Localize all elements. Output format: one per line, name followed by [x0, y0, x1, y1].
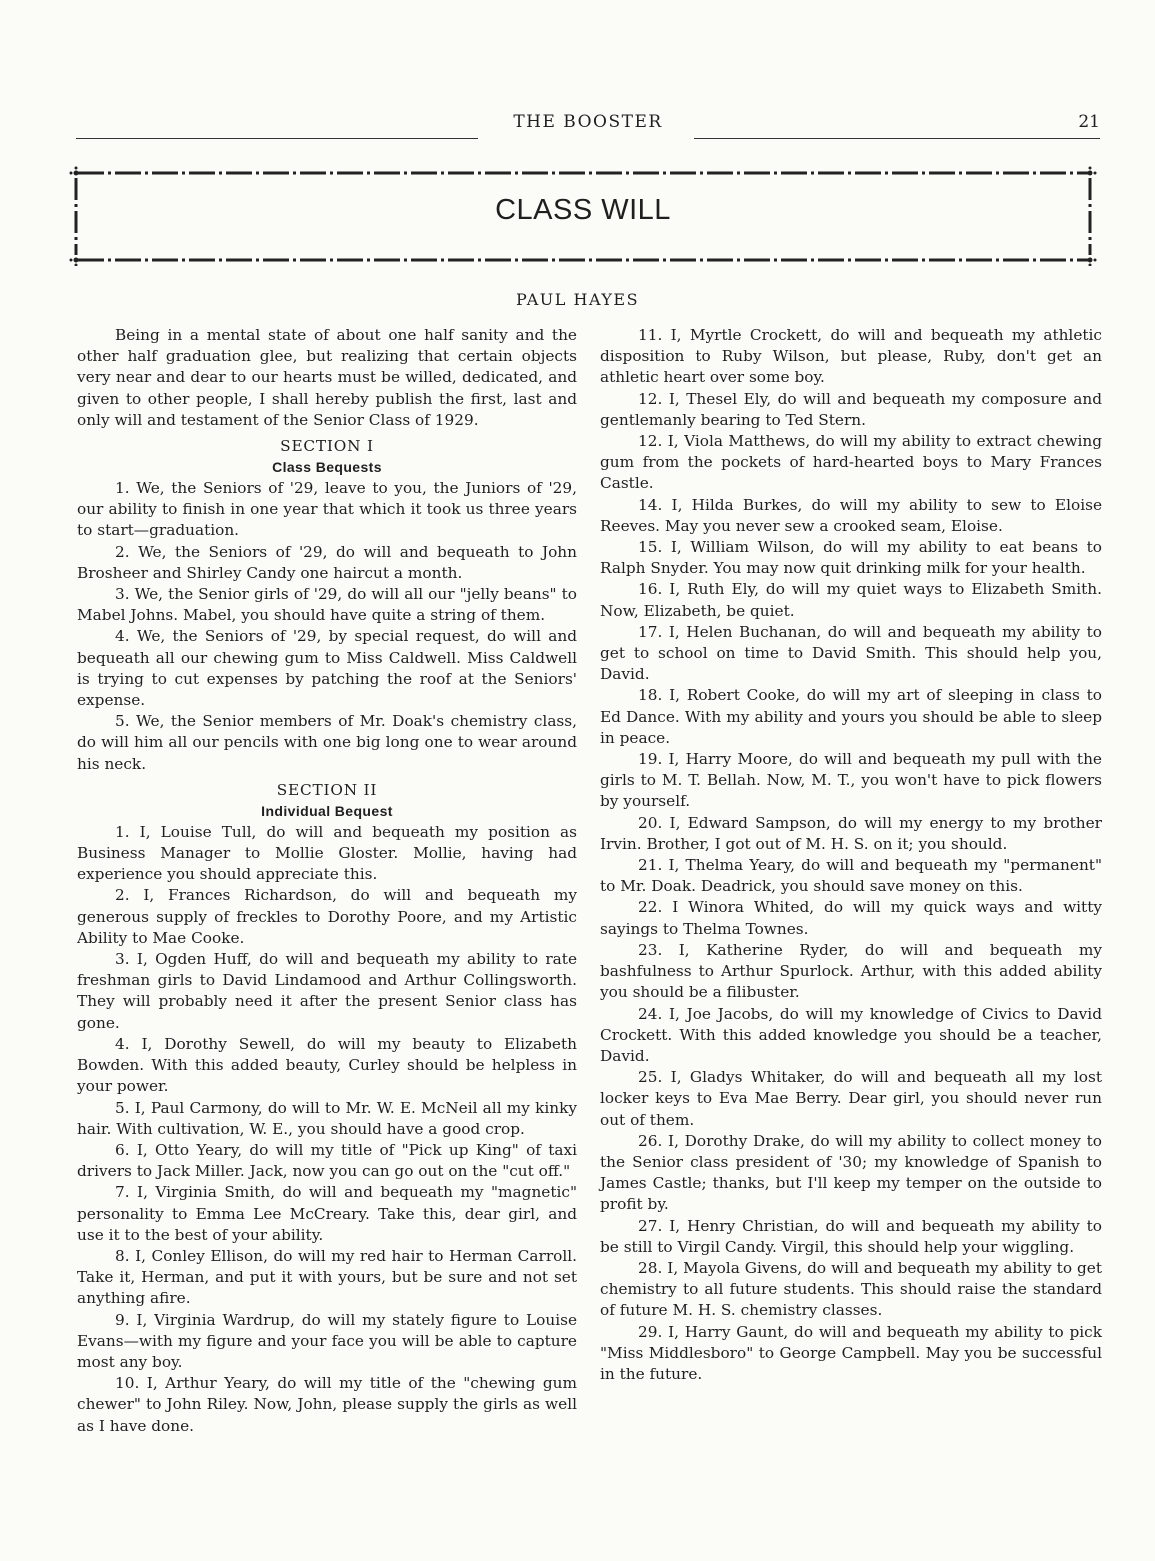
individual-bequest-item: 20. I, Edward Sampson, do will my energy to my brother Irvin. Brother, I got out of M. H. S. on it; you should.: [600, 813, 1102, 853]
individual-bequest-item: 3. I, Ogden Huff, do will and bequeath my ability to rate freshman girls to David Lindamood and Arthur Collingsworth. They will probably need it after the present Senior class has gone.: [77, 950, 577, 1032]
individual-bequest-item: 12. I, Viola Matthews, do will my ability to extract chewing gum from the pockets of hard-hearted boys to Mary Frances Castle.: [600, 432, 1102, 493]
individual-bequest-item: 8. I, Conley Ellison, do will my red hair to Herman Carroll. Take it, Herman, and put it with yours, but be sure and not set anything afire.: [77, 1246, 577, 1308]
intro-paragraph: Being in a mental state of about one half sanity and the other half graduation glee, but realizing that certain objects very near and dear to our hearts must be willed, dedicated, and given to other people, I shall hereby publish the first, last and only will and testament of the Senior Class of 1929.: [77, 326, 577, 429]
class-bequest-item: 4. We, the Seniors of '29, by special request, do will and bequeath all our chewing gum to Miss Caldwell. Miss Caldwell is trying to cut expenses by patching the roof at the Seniors' expense.: [77, 627, 577, 710]
individual-bequest-item: 19. I, Harry Moore, do will and bequeath my pull with the girls to M. T. Bellah. Now, M. T., you won't have to pick flowers by yourself.: [600, 750, 1102, 811]
individual-bequest-item: 10. I, Arthur Yeary, do will my title of the "chewing gum chewer" to John Riley. Now, John, please supply the girls as well as I have done.: [77, 1374, 577, 1435]
individual-bequest-item: 17. I, Helen Buchanan, do will and bequeath my ability to get to school on time to David Smith. This should help you, David.: [600, 622, 1102, 684]
class-bequest-item: 3. We, the Senior girls of '29, do will all our "jelly beans" to Mabel Johns. Mabel, you should have quite a string of them.: [77, 585, 577, 625]
individual-bequest-item: 15. I, William Wilson, do will my ability to eat beans to Ralph Snyder. You may now quit drinking milk for your health.: [600, 538, 1102, 578]
individual-bequest-item: 24. I, Joe Jacobs, do will my knowledge of Civics to David Crockett. With this added knowledge you should be a teacher, David.: [600, 1004, 1102, 1065]
individual-bequest-item: 22. I Winora Whited, do will my quick ways and witty sayings to Thelma Townes.: [600, 898, 1102, 938]
page-number: 21: [1078, 112, 1100, 132]
header-rule-left: [76, 138, 478, 139]
individual-bequest-item: 2. I, Frances Richardson, do will and bequeath my generous supply of freckles to Dorothy Poore, and my Artistic Ability to Mae Cooke.: [77, 886, 577, 947]
individual-bequest-item: 5. I, Paul Carmony, do will to Mr. W. E. McNeil all my kinky hair. With cultivation, W. E., you should have a good crop.: [77, 1098, 577, 1138]
section-2-subheading: Individual Bequest: [261, 802, 393, 819]
individual-bequest-item: 21. I, Thelma Yeary, do will and bequeath my "permanent" to Mr. Doak. Deadrick, you should save money on this.: [600, 856, 1102, 896]
publication-title: THE BOOSTER: [513, 112, 663, 132]
class-bequest-item: 5. We, the Senior members of Mr. Doak's chemistry class, do will him all our pencils with one big long one to wear around his neck.: [77, 712, 577, 773]
running-header: [76, 112, 1100, 140]
title-banner: [68, 164, 1098, 266]
individual-bequest-item: 28. I, Mayola Givens, do will and bequeath my ability to get chemistry to all future students. This should raise the standard of future M. H. S. chemistry classes.: [600, 1258, 1102, 1320]
individual-bequest-item: 18. I, Robert Cooke, do will my art of sleeping in class to Ed Dance. With my ability and yours you should be able to sleep in peace.: [600, 686, 1102, 747]
class-bequest-item: 1. We, the Seniors of '29, leave to you, the Juniors of '29, our ability to finish in one year that which it took us three years to start—graduation.: [77, 479, 577, 540]
individual-bequest-item: 11. I, Myrtle Crockett, do will and bequeath my athletic disposition to Ruby Wilson, but please, Ruby, don't get an athletic heart over some boy.: [600, 326, 1102, 387]
page-title: CLASS WILL: [495, 194, 671, 226]
individual-bequest-item: 26. I, Dorothy Drake, do will my ability to collect money to the Senior class president of '30; my knowledge of Spanish to James Castle; thanks, but I'll keep my temper on the outside to profit by.: [600, 1131, 1102, 1214]
individual-bequest-item: 4. I, Dorothy Sewell, do will my beauty to Elizabeth Bowden. With this added beauty, Curley should be helpless in your power.: [77, 1034, 577, 1096]
right-column: [600, 325, 1102, 1385]
individual-bequest-item: 27. I, Henry Christian, do will and bequeath my ability to be still to Virgil Candy. Virgil, this should help your wiggling.: [600, 1216, 1102, 1256]
individual-bequest-item: 1. I, Louise Tull, do will and bequeath my position as Business Manager to Mollie Gloster. Mollie, having had experience you should appreciate this.: [77, 822, 577, 884]
individual-bequest-item: 7. I, Virginia Smith, do will and bequeath my "magnetic" personality to Emma Lee McCreary. Take this, dear girl, and use it to the best of your ability.: [77, 1183, 577, 1244]
author-byline: PAUL HAYES: [515, 290, 640, 309]
individual-bequest-item: 23. I, Katherine Ryder, do will and bequeath my bashfulness to Arthur Spurlock. Arthur, with this added ability you should be a filibuster.: [600, 940, 1102, 1002]
individual-bequest-item: 29. I, Harry Gaunt, do will and bequeath my ability to pick "Miss Middlesboro" to George Campbell. May you be successful in the future.: [600, 1322, 1102, 1383]
header-rule-right: [694, 138, 1100, 139]
individual-bequest-item: 25. I, Gladys Whitaker, do will and bequeath all my lost locker keys to Eva Mae Berry. Dear girl, you should never run out of them.: [600, 1068, 1102, 1129]
individual-bequest-item: 6. I, Otto Yeary, do will my title of "Pick up King" of taxi drivers to Jack Miller. Jack, now you can go out on the "cut off.": [77, 1140, 577, 1181]
individual-bequest-item: 16. I, Ruth Ely, do will my quiet ways to Elizabeth Smith. Now, Elizabeth, be quiet.: [600, 580, 1102, 620]
individual-bequest-item: 9. I, Virginia Wardrup, do will my stately figure to Louise Evans—with my figure and your face you will be able to capture most any boy.: [77, 1310, 577, 1371]
left-column: [77, 325, 577, 1437]
class-bequest-item: 2. We, the Seniors of '29, do will and bequeath to John Brosheer and Shirley Candy one haircut a month.: [77, 542, 577, 582]
section-1-heading: SECTION I: [280, 437, 374, 456]
section-1-subheading: Class Bequests: [272, 459, 382, 476]
individual-bequest-item: 14. I, Hilda Burkes, do will my ability to sew to Eloise Reeves. May you never sew a crooked seam, Eloise.: [600, 495, 1102, 535]
individual-bequest-item: 12. I, Thesel Ely, do will and bequeath my composure and gentlemanly bearing to Ted Stern.: [600, 389, 1102, 429]
section-2-heading: SECTION II: [276, 780, 378, 799]
